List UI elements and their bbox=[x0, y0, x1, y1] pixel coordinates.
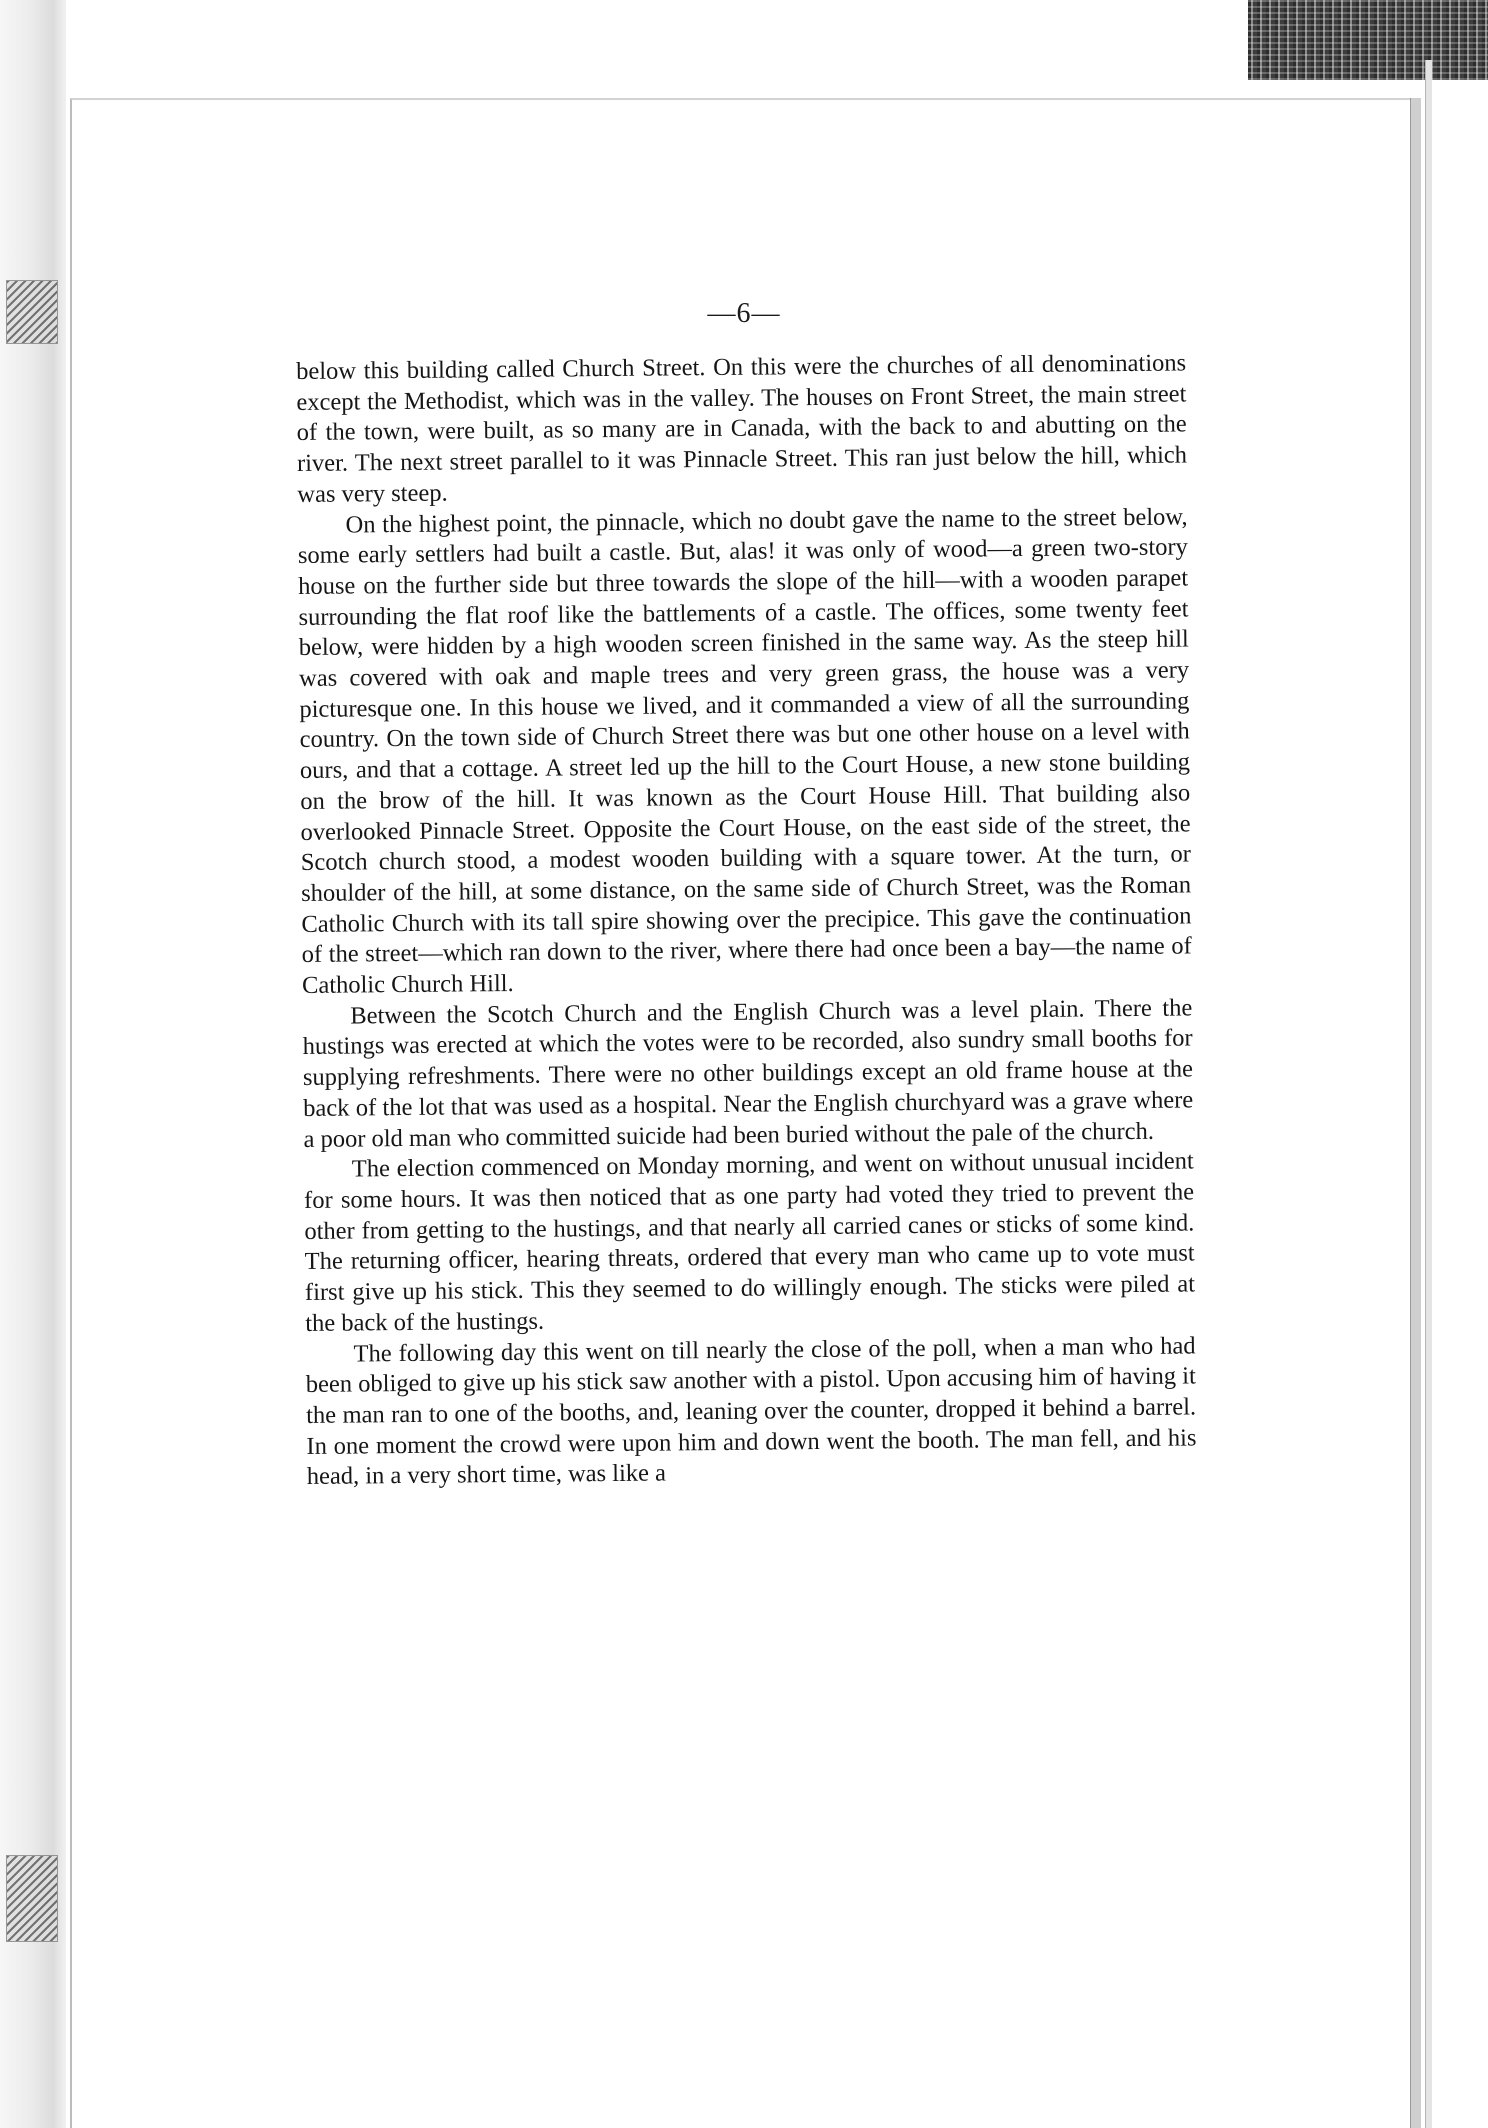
page-number: —6— bbox=[707, 298, 781, 329]
page-edge-right bbox=[1410, 98, 1421, 2128]
paragraph-1: below this building called Church Street. On this were the churches of all denominations except the Methodist, which was in the valley. The houses on Front Street, the main street of the town, were built, as so many are in Canada, with the back to and abutting on the river. The next street parallel to it was Pinnacle Street. This ran just below the hill, which was very steep. bbox=[296, 349, 1188, 508]
scan-corner-strip bbox=[1248, 0, 1488, 80]
paragraph-2: On the highest point, the pinnacle, which no doubt gave the name to the street below, some early settlers had built a castle. But, alas! it was only of wood—a green two-story house on the further side but three towards the slope of the hill—with a wooden parapet surrounding the flat roof like the battlements of a castle. The offices, some twenty feet below, were hidden by a high wooden screen finished in the same way. As the steep hill was covered with oak and maple trees and very green grass, the house was a very picturesque one. In this house we lived, and it commanded a view of all the surrounding country. On the town side of Church Street there was but one other house on a level with ours, and that a cottage. A street led up the hill to the Court House, a new stone building on the brow of the hill. It was known as the Court House Hill. That building also overlooked Pinnacle Street. Opposite the Court House, on the east side of the street, the Scotch church stood, a modest wooden building with a square tower. At the turn, or shoulder of the hill, at some distance, on the same side of Church Street, was the Roman Catholic Church with its tall spire showing over the precipice. This gave the continuation of the street—which ran down to the river, where there had once been a bay—the name of Catholic Church Hill. bbox=[297, 502, 1192, 1000]
paragraph-3: Between the Scotch Church and the English Church was a level plain. There the hustings was erected at which the votes were to be recorded, also sundry small booths for supplying refreshments. There were no other buildings except an old frame house at the back of the lot that was used as a hospital. Near the English churchyard was a grave where a poor old man who committed suicide had been buried without the pale of the church. bbox=[302, 994, 1194, 1153]
body-text bbox=[296, 348, 1197, 1493]
page-edge-back bbox=[1425, 60, 1432, 2128]
paragraph-5: The following day this went on till nearly the close of the poll, when a man who had been obliged to give up his stick saw another with a pistol. Upon accusing him of having it the man ran to one of the booths, and, leaning over the counter, dropped it behind a barrel. In one moment the crowd were upon him and down went the booth. The man fell, and his head, in a very short time, was like a bbox=[305, 1331, 1197, 1491]
binding-ornament-bottom bbox=[6, 1855, 58, 1942]
paragraph-4: The election commenced on Monday morning, and went on without unusual incident for some hours. It was then noticed that as one party had voted they tried to prevent the other from getting to the hustings, and that nearly all carried canes or sticks of some kind. The returning officer, hearing threats, ordered that every man who came up to vote must first give up his stick. This they seemed to do willingly enough. The sticks were piled at the back of the hustings. bbox=[303, 1147, 1196, 1337]
